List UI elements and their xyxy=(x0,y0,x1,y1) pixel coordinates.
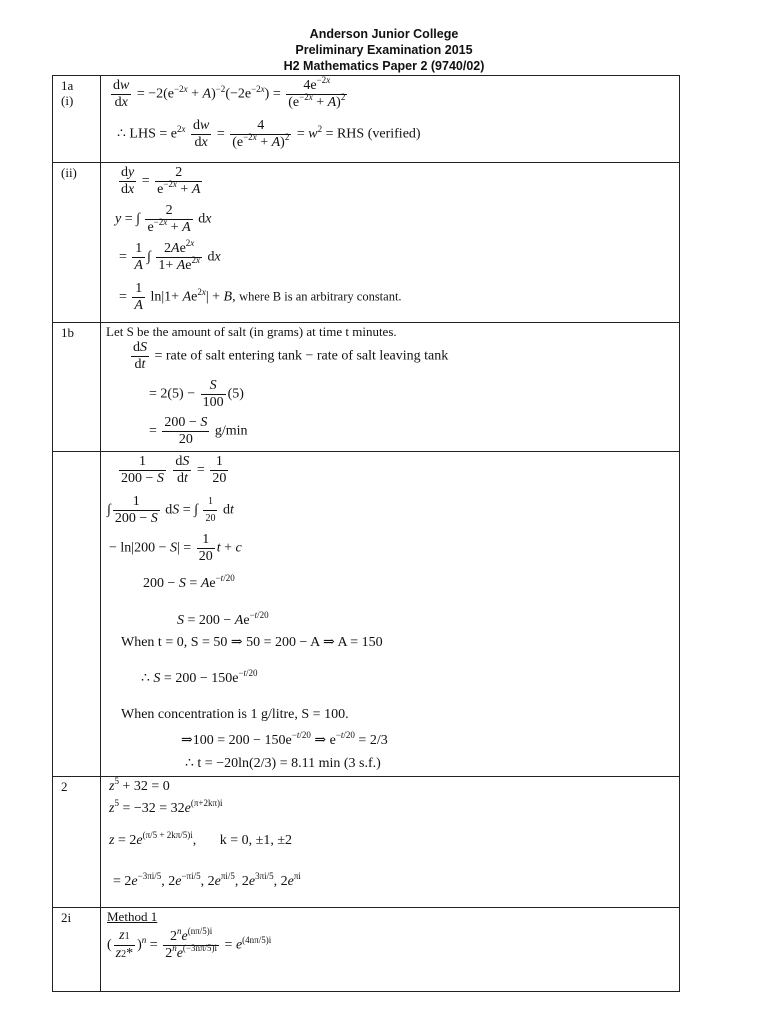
equation: = 2(5) − $\frac{S}{100}$ (5) xyxy=(149,378,244,410)
equation: − ln|200 − S| = $\frac{1}{20}$ t + c xyxy=(109,532,242,564)
equation: $z^5 + 32 = 0$ xyxy=(109,776,170,794)
equation: $\frac{dw}{dx}$ = $-2(e^{-2x} + A)^{-2}(-2e^{-2x})$ = $\frac{4e^{-2x}}{(e^{-2x} + A)^2}$ xyxy=(113,75,346,110)
equation-text: ∴ LHS = e xyxy=(117,126,177,142)
initial-condition: When t = 0, S = 50 ⇒ 50 = 200 − A ⇒ A = 150 xyxy=(121,635,383,650)
equation: ∫ $\frac{1}{200 - S}$ dS = ∫ $\frac{1}{20}$ dt xyxy=(107,494,234,526)
table-row-1b xyxy=(53,322,679,451)
table-row-2i xyxy=(53,907,679,992)
condition-text: When concentration is 1 g/litre, S = 100. xyxy=(121,707,349,722)
question-label: 2 xyxy=(61,779,68,794)
equation: $200 - S = Ae^{-t/20}$ xyxy=(143,573,235,591)
equation: $\frac{dS}{dt}$ = rate of salt entering tank − rate of salt leaving tank xyxy=(133,340,449,372)
intro-text: Let S be the amount of salt (in grams) at time t minutes. xyxy=(106,324,397,339)
equation-text: = rate of salt entering tank − rate of salt leaving tank xyxy=(154,348,449,364)
table-row-1a-ii xyxy=(53,162,679,322)
equation: ⇒100 = $200 - 150e^{-t/20}$ ⇒ $e^{-t/20} = 2/3$ xyxy=(181,730,388,748)
equation: = $\frac{200 - S}{20}$ g/min xyxy=(149,415,248,447)
equation: = $2e^{-3\pi i/5}$, $2e^{-\pi i/5}$, $2e^{\pi i/5}$, $2e^{3\pi i/5}$, $2e^{\pi i}$ xyxy=(113,871,301,889)
question-label: 2i xyxy=(61,910,72,925)
header-school: Anderson Junior College xyxy=(309,27,459,41)
equation: ∴ $S = 200 - 150e^{-t/20}$ xyxy=(141,668,258,686)
table-row-1b-cont xyxy=(53,451,679,776)
equation: $z = 2e^{(\pi/5 + 2k\pi/5)i}$, k = 0, ±1, ±2 xyxy=(109,830,293,848)
final-answer: ∴ t = −20ln(2/3) = 8.11 min (3 s.f.) xyxy=(185,756,381,771)
equation: $z^5 = -32 = 32e^{(\pi+2k\pi)i}$ xyxy=(109,798,223,816)
method-heading: Method 1 xyxy=(107,909,158,924)
table-row-1a-i xyxy=(53,76,679,161)
equation: ( $\frac{z1}{z2*}$ )$^n$ = $\frac{2^ne^{(n\pi/5)i}}{2^ne^{(-3n\pi/5)i}}$ = $e^{(4n\pi/5)i}$ xyxy=(107,926,272,961)
question-label: 1a (i) xyxy=(61,78,74,108)
equation-text: g/min xyxy=(214,423,248,439)
equation-text: k = 0, ±1, ±2 xyxy=(219,833,293,848)
header-exam: Preliminary Examination 2015 xyxy=(295,43,473,57)
equation-text: = RHS (verified) xyxy=(325,126,421,142)
equation: $\frac{dy}{dx}$ = $\frac{2}{e^{-2x} + A}$ xyxy=(121,165,201,197)
equation: $S = 200 - Ae^{-t/20}$ xyxy=(177,610,269,628)
equation: = $\frac{1}{A}$ ∫ $\frac{2Ae^{2x}}{1+ Ae^{2x}}$ dx xyxy=(119,238,221,273)
question-label: (ii) xyxy=(61,165,77,180)
header-paper: H2 Mathematics Paper 2 (9740/02) xyxy=(283,59,485,73)
equation: $\frac{1}{200 - S}$ $\frac{dS}{dt}$ = $\frac{1}{20}$ xyxy=(121,454,227,486)
question-label: 1b xyxy=(61,325,74,340)
equation: y = ∫ $\frac{2}{e^{-2x} + A}$ dx xyxy=(115,203,212,235)
equation: = $\frac{1}{A}$ $\ln|1+ Ae^{2x}| + B$, where B is an arbitrary constant. xyxy=(119,281,402,313)
equation: ∴ LHS = $e^{2x}$ $\frac{dw}{dx}$ = $\frac{4}{(e^{-2x} + A)^2}$ = $w^2$ = RHS (verified) xyxy=(117,118,421,150)
table-row-2 xyxy=(53,776,679,907)
equation-text: where B is an arbitrary constant. xyxy=(239,289,402,304)
solutions-table xyxy=(52,75,680,992)
